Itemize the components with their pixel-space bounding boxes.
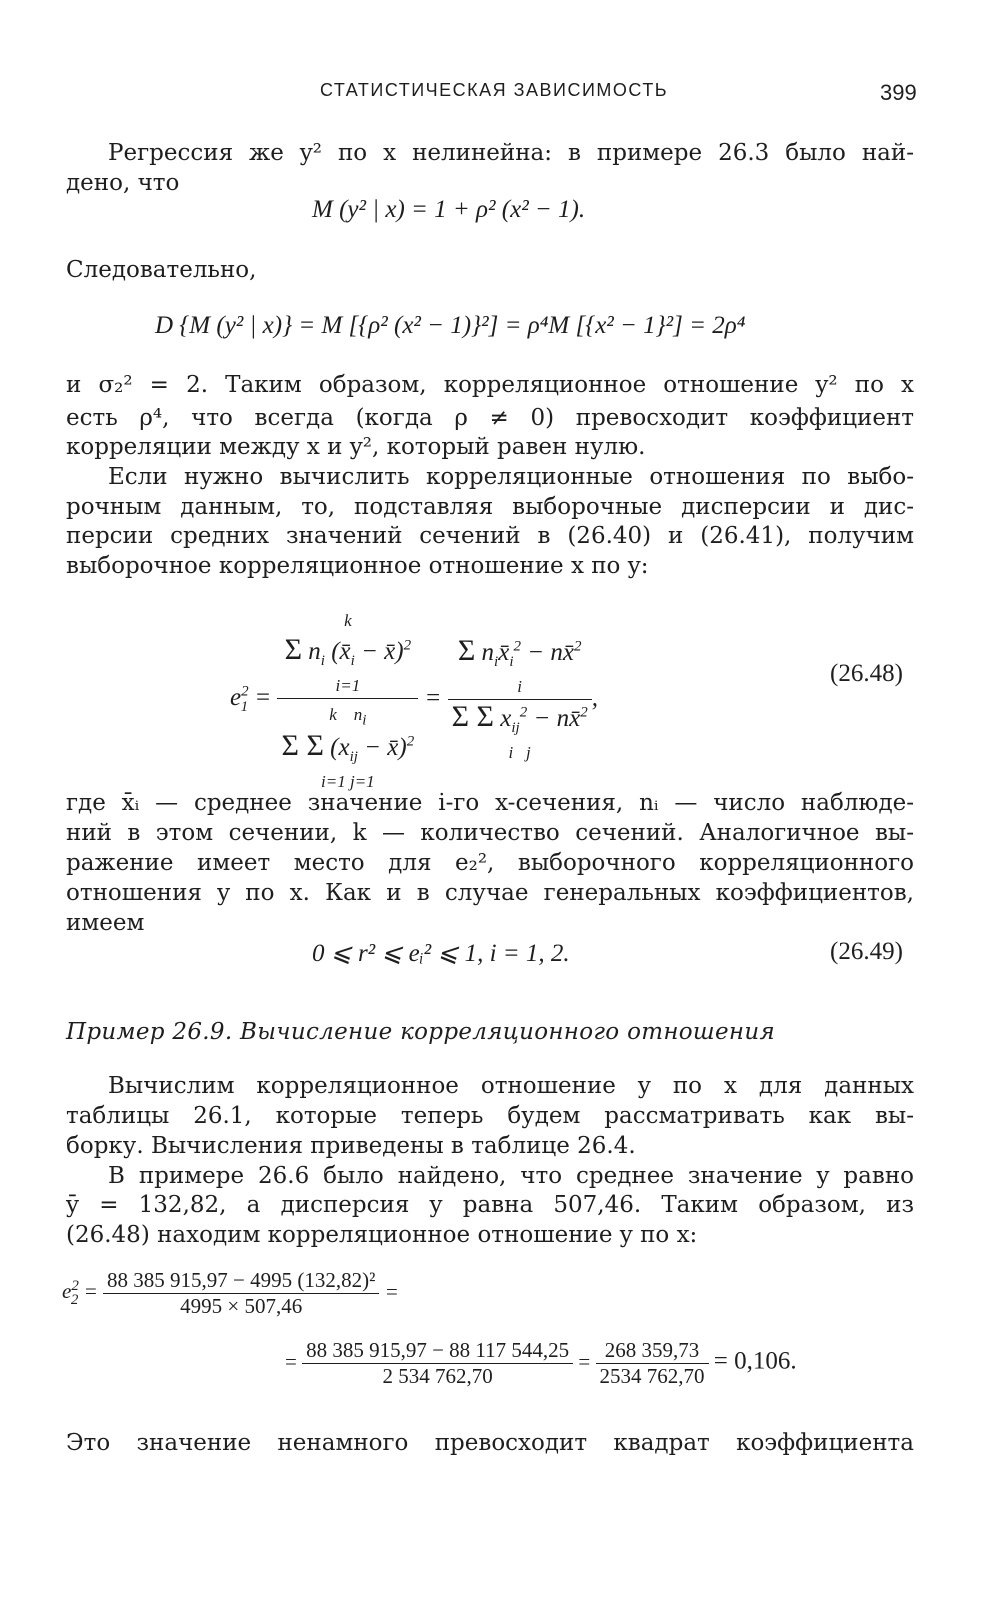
text-line: Это значение ненамного превосходит квадрат коэффициента — [66, 1430, 914, 1456]
text-line: рочным данным, то, подставляя выборочные дисперсии и дис- — [66, 494, 914, 520]
text-line: где x̄ᵢ — среднее значение i-го x-сечения, nᵢ — число наблюде- — [66, 790, 914, 816]
fraction-denominator: 2534 762,70 — [599, 1364, 705, 1388]
text-line: и σ₂² = 2. Таким образом, корреляционное отношение y² по x — [66, 372, 914, 398]
text-line: ний в этом сечении, k — количество сечений. Аналогичное вы- — [66, 820, 914, 846]
text-line: ȳ = 132,82, а дисперсия y равна 507,46. Таким образом, из — [66, 1192, 914, 1218]
text-line: дено, что — [66, 170, 180, 196]
equation-variance: D {M (y² | x)} = M [{ρ² (x² − 1)}²] = ρ⁴M [{x² − 1}²] = 2ρ⁴ — [155, 312, 746, 339]
text-line: выборочное корреляционное отношение x по y: — [66, 553, 649, 579]
equation-number: (26.48) — [830, 660, 903, 687]
equation-regression: M (y² | x) = 1 + ρ² (x² − 1). — [312, 196, 586, 223]
calculation-result: 0,106. — [734, 1347, 797, 1375]
example-heading: Пример 26.9. Вычисление корреляционного отношения — [66, 1019, 776, 1045]
calculation-line-1: $e^2_2$ = $\frac{\text{88 385 915,97 − 4995 (132,82)²}}{4995 \times 507,46}$ = — [62, 1268, 399, 1318]
text-line: Регрессия же y² по x нелинейна: в примере 26.3 было най- — [108, 140, 914, 166]
calculation-line-2: = $\frac{88 385 915,97 - 88 117 544,25}{2 534 762,70}$ = $\frac{268 359,73}{2534 762,70}$ = 0,106. — [285, 1338, 797, 1388]
text-line: есть ρ⁴, что всегда (когда ρ ≠ 0) превосходит коэффициент — [66, 405, 914, 431]
text-line: корреляции между x и y², который равен нулю. — [66, 434, 646, 460]
text-line: персии средних значений сечений в (26.40) и (26.41), получим — [66, 523, 914, 549]
text-line: Если нужно вычислить корреляционные отношения по выбо- — [108, 464, 914, 490]
text-line: имеем — [66, 910, 145, 936]
text-line: таблицы 26.1, которые теперь будем рассматривать как вы- — [66, 1103, 914, 1129]
fraction-numerator: 88 385 915,97 − 4995 (132,82)² — [103, 1268, 379, 1294]
fraction-denominator: 2 534 762,70 — [382, 1364, 493, 1388]
fraction-denominator: 4995 × 507,46 — [180, 1294, 303, 1318]
page-number: 399 — [880, 80, 917, 105]
equation-number: (26.49) — [830, 938, 903, 965]
text-line: отношения y по x. Как и в случае генеральных коэффициентов, — [66, 880, 914, 906]
text-line: ражение имеет место для e₂², выборочного корреляционного — [66, 850, 914, 876]
fraction-numerator: 268 359,73 — [596, 1338, 709, 1364]
fraction-numerator: 88 385 915,97 − 88 117 544,25 — [302, 1338, 573, 1364]
text-line: борку. Вычисления приведены в таблице 26.4. — [66, 1133, 636, 1159]
text-line: (26.48) находим корреляционное отношение y по x: — [66, 1222, 698, 1248]
text-line: Вычислим корреляционное отношение y по x для данных — [108, 1073, 914, 1099]
running-title: СТАТИСТИЧЕСКАЯ ЗАВИСИМОСТЬ — [320, 80, 669, 100]
text-line: Следовательно, — [66, 257, 257, 283]
equation-26-48: $e^2_1$ = k Σ $n_i$ ($x̄_i$ − x̄)$^2$ i=1 k ni Σ Σ ($x_{ij}$ − x̄)$^2$ i=1 j=1 = Σ $n_ix̄_i^2$ − nx̄$^2$ i Σ Σ $x_{ij}^2$ − nx̄$^2$ i j , — [230, 605, 598, 794]
equation-26-49: 0 ⩽ r² ⩽ eᵢ² ⩽ 1, i = 1, 2. — [312, 940, 570, 967]
text-line: В примере 26.6 было найдено, что среднее значение y равно — [108, 1163, 914, 1189]
